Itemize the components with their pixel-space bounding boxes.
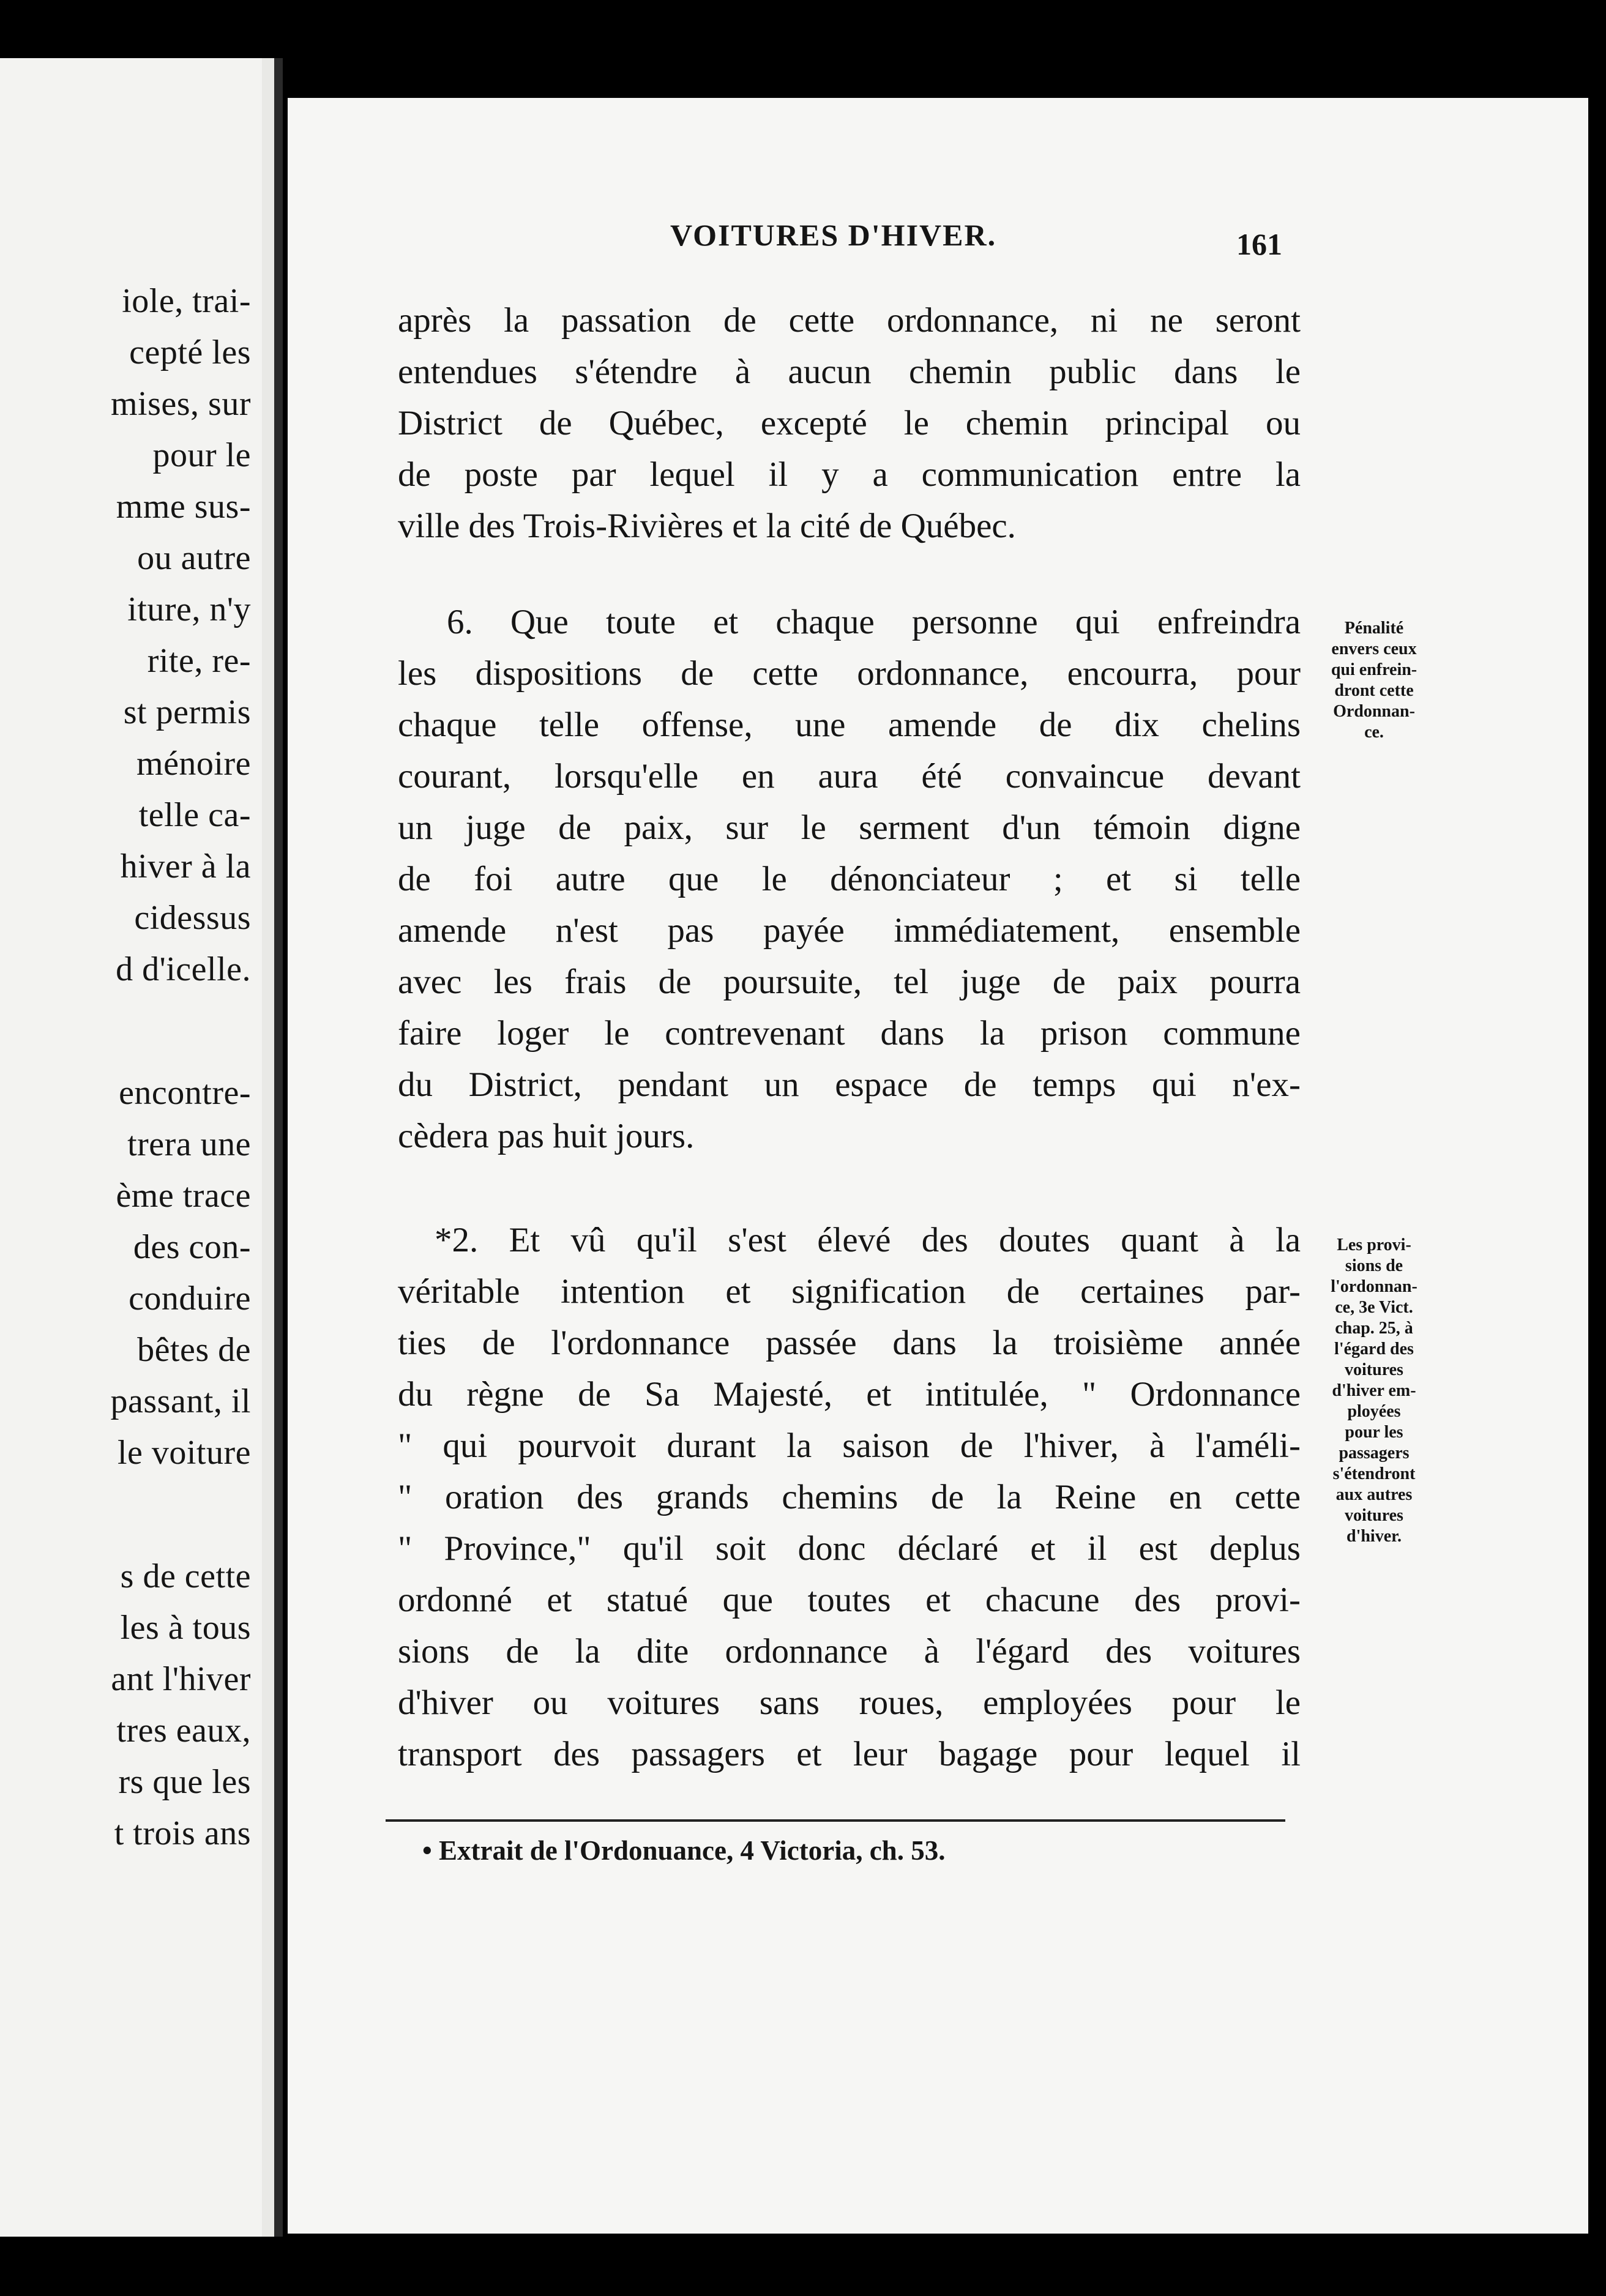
facing-page — [0, 58, 262, 2237]
text-line: " qui pourvoit durant la saison de l'hiver, à l'améli- — [398, 1426, 1301, 1465]
text-line: entendues s'étendre à aucun chemin public dans le — [398, 352, 1301, 391]
facing-line: les à tous — [120, 1609, 251, 1647]
text-line: District de Québec, excepté le chemin principal ou — [398, 404, 1301, 442]
facing-line: cidessus — [134, 899, 251, 937]
facing-line: ménoire — [136, 745, 251, 783]
note-line: l'égard des — [1334, 1340, 1414, 1359]
facing-line: hiver à la — [120, 848, 251, 885]
running-header: VOITURES D'HIVER. — [670, 218, 997, 252]
facing-line: s de cette — [120, 1557, 251, 1595]
text-line: cèdera pas huit jours. — [398, 1117, 695, 1155]
facing-line: rite, re- — [147, 642, 251, 680]
note-line: ce. — [1364, 723, 1384, 742]
margin-note-penalty — [1304, 618, 1444, 743]
text-line: un juge de paix, sur le serment d'un témoin digne — [398, 808, 1301, 847]
text-line: sions de la dite ordonnance à l'égard des voitures — [398, 1632, 1301, 1671]
note-line: pour les — [1345, 1423, 1403, 1442]
paragraph-continuation — [398, 295, 1301, 552]
facing-line: ème trace — [116, 1177, 251, 1215]
note-line: l'ordonnan- — [1331, 1277, 1417, 1296]
facing-line: tres eaux, — [116, 1712, 251, 1750]
note-line: Les provi- — [1337, 1236, 1411, 1254]
note-line: ployées — [1347, 1402, 1401, 1421]
text-line: " oration des grands chemins de la Reine en cette — [398, 1478, 1301, 1516]
margin-note-provisions — [1304, 1235, 1444, 1547]
facing-line: mme sus- — [116, 488, 251, 526]
note-line: Pénalité — [1344, 619, 1404, 638]
facing-line: st permis — [123, 693, 251, 731]
text-line: de foi autre que le dénonciateur ; et si telle — [398, 860, 1301, 898]
text-line: courant, lorsqu'elle en aura été convaincue devant — [398, 757, 1301, 796]
note-line: passagers — [1339, 1444, 1410, 1463]
text-line: véritable intention et signification de certaines par- — [398, 1272, 1301, 1311]
text-line: ordonné et statué que toutes et chacune des provi- — [398, 1581, 1301, 1619]
facing-line: d d'icelle. — [116, 950, 251, 988]
facing-line: rs que les — [118, 1763, 251, 1801]
text-line: faire loger le contrevenant dans la prison commune — [398, 1014, 1301, 1053]
text-line: amende n'est pas payée immédiatement, ensemble — [398, 911, 1301, 950]
facing-line: iture, n'y — [127, 591, 251, 628]
facing-line: iole, trai- — [122, 282, 251, 320]
note-line: s'étendront — [1332, 1464, 1416, 1483]
text-line: du District, pendant un espace de temps qui n'ex- — [398, 1065, 1301, 1104]
text-line: *2. Et vû qu'il s'est élevé des doutes quant à la — [435, 1221, 1301, 1259]
facing-line: ant l'hiver — [111, 1660, 251, 1698]
text-line: d'hiver ou voitures sans roues, employées pour le — [398, 1683, 1301, 1722]
text-line: chaque telle offense, une amende de dix chelins — [398, 706, 1301, 744]
facing-line: cepté les — [129, 334, 251, 371]
facing-line: mises, sur — [111, 385, 251, 423]
note-line: voitures — [1345, 1360, 1403, 1379]
text-line: les dispositions de cette ordonnance, encourra, pour — [398, 654, 1301, 693]
text-line: de poste par lequel il y a communication entre la — [398, 455, 1301, 494]
note-line: d'hiver em- — [1332, 1381, 1416, 1400]
note-line: sions de — [1345, 1256, 1403, 1275]
text-line: transport des passagers et leur bagage pour lequel il — [398, 1735, 1301, 1773]
page-gutter — [262, 58, 274, 2237]
facing-line: trera une — [127, 1125, 251, 1163]
note-line: qui enfrein- — [1331, 660, 1417, 679]
facing-line: ou autre — [137, 539, 251, 577]
note-line: Ordonnan- — [1333, 702, 1415, 721]
note-line: dront cette — [1334, 681, 1414, 700]
facing-line: pour le — [152, 436, 251, 474]
facing-line: bêtes de — [137, 1331, 251, 1369]
facing-page-text — [111, 275, 251, 1859]
note-line: d'hiver. — [1346, 1527, 1402, 1546]
text-line: ville des Trois-Rivières et la cité de Québec. — [398, 507, 1016, 545]
note-line: envers ceux — [1331, 639, 1417, 658]
paragraph-gap — [111, 1478, 251, 1551]
footnote-divider — [386, 1819, 1285, 1822]
text-line: après la passation de cette ordonnance, ni ne seront — [398, 301, 1301, 340]
note-line: chap. 25, à — [1335, 1319, 1413, 1338]
text-line: " Province," qu'il soit donc déclaré et il est deplus — [398, 1529, 1301, 1568]
text-line: 6. Que toute et chaque personne qui enfreindra — [447, 603, 1301, 641]
text-line: du règne de Sa Majesté, et intitulée, " Ordonnance — [398, 1375, 1301, 1414]
footnote: • Extrait de l'Ordonuance, 4 Victoria, ch. 53. — [422, 1835, 946, 1866]
facing-line: des con- — [133, 1228, 251, 1266]
facing-line: t trois ans — [114, 1814, 251, 1852]
page-number: 161 — [1236, 227, 1282, 261]
facing-line: encontre- — [119, 1074, 251, 1112]
facing-line: passant, il — [110, 1382, 251, 1420]
facing-line: le voiture — [117, 1434, 251, 1472]
text-line: ties de l'ordonnance passée dans la troisième année — [398, 1324, 1301, 1362]
facing-line: conduire — [129, 1280, 251, 1318]
section-2-paragraph — [398, 1215, 1301, 1780]
section-6-paragraph — [398, 597, 1301, 1162]
note-line: aux autres — [1335, 1485, 1413, 1504]
note-line: ce, 3e Vict. — [1335, 1298, 1413, 1317]
note-line: voitures — [1345, 1506, 1403, 1525]
paragraph-gap — [111, 995, 251, 1067]
text-line: avec les frais de poursuite, tel juge de paix pourra — [398, 963, 1301, 1001]
facing-line: telle ca- — [138, 796, 251, 834]
book-fold — [274, 58, 283, 2237]
